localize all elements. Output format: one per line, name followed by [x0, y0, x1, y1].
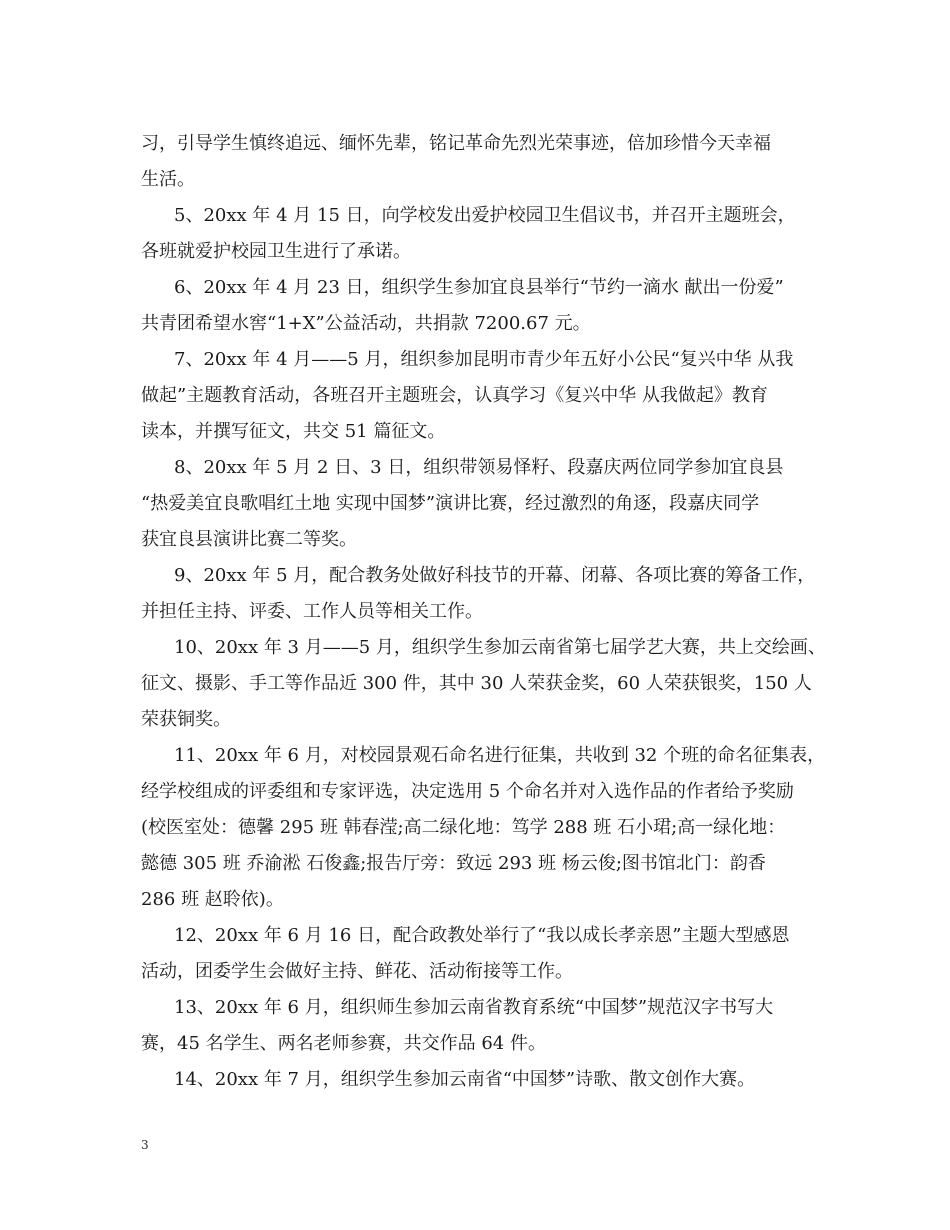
text-line: 做起”主题教育活动，各班召开主题班会，认真学习《复兴中华 从我做起》教育 — [141, 385, 768, 406]
text-line: 10、20xx 年 3 月——5 月，组织学生参加云南省第七届学艺大赛，共上交绘画、 — [174, 637, 826, 658]
paragraph-item-13 — [141, 990, 831, 1062]
text-line: 14、20xx 年 7 月，组织学生参加云南省“中国梦”诗歌、散文创作大赛。 — [174, 1069, 756, 1090]
paragraph-item-11 — [141, 738, 831, 918]
text-line: 共青团希望水窖“1+X”公益活动，共捐款 7200.67 元。 — [141, 313, 591, 334]
text-line: 荣获铜奖。 — [141, 709, 231, 730]
paragraph-item-10 — [141, 630, 831, 738]
paragraph-continuation — [141, 126, 831, 198]
text-line: 习，引导学生慎终追远、缅怀先辈，铭记革命先烈光荣事迹，倍加珍惜今天幸福 — [141, 133, 771, 154]
paragraph-item-14 — [141, 1062, 831, 1098]
text-line: 赛，45 名学生、两名老师参赛，共交作品 64 件。 — [141, 1033, 546, 1054]
text-line: 获宜良县演讲比赛二等奖。 — [141, 529, 357, 550]
text-line: 11、20xx 年 6 月，对校园景观石命名进行征集，共收到 32 个班的命名征集表， — [174, 745, 826, 766]
paragraph-item-6 — [141, 270, 831, 342]
paragraph-item-5 — [141, 198, 831, 270]
text-line: (校医室处：德馨 295 班 韩春滢;高二绿化地：笃学 288 班 石小珺;高一绿化地： — [141, 817, 786, 838]
paragraph-item-12 — [141, 918, 831, 990]
text-line: 286 班 赵聆依)。 — [141, 889, 284, 910]
text-line: 读本，并撰写征文，共交 51 篇征文。 — [141, 421, 446, 442]
paragraph-item-8 — [141, 450, 831, 558]
paragraph-item-9 — [141, 558, 831, 630]
text-line: “热爱美宜良歌唱红土地 实现中国梦”演讲比赛，经过激烈的角逐，段嘉庆同学 — [141, 493, 760, 514]
text-line: 12、20xx 年 6 月 16 日，配合政教处举行了“我以成长孝亲恩”主题大型感恩 — [174, 925, 790, 946]
text-line: 各班就爱护校园卫生进行了承诺。 — [141, 241, 411, 262]
text-line: 经学校组成的评委组和专家评选，决定选用 5 个命名并对入选作品的作者给予奖励 — [141, 781, 794, 802]
text-line: 7、20xx 年 4 月——5 月，组织参加昆明市青少年五好小公民“复兴中华 从我 — [174, 349, 794, 370]
text-line: 生活。 — [141, 169, 195, 190]
text-line: 6、20xx 年 4 月 23 日，组织学生参加宜良县举行“节约一滴水 献出一份爱” — [174, 277, 784, 298]
text-line: 并担任主持、评委、工作人员等相关工作。 — [141, 601, 483, 622]
document-body — [141, 126, 831, 1098]
page-number: 3 — [141, 1138, 149, 1152]
paragraph-item-7 — [141, 342, 831, 450]
text-line: 懿德 305 班 乔渝淞 石俊鑫;报告厅旁：致远 293 班 杨云俊;图书馆北门：韵香 — [141, 853, 766, 874]
text-line: 13、20xx 年 6 月，组织师生参加云南省教育系统“中国梦”规范汉字书写大 — [174, 997, 774, 1018]
text-line: 9、20xx 年 5 月，配合教务处做好科技节的开幕、闭幕、各项比赛的筹备工作， — [174, 565, 816, 586]
text-line: 8、20xx 年 5 月 2 日、3 日，组织带领易怿籽、段嘉庆两位同学参加宜良县 — [174, 457, 784, 478]
text-line: 征文、摄影、手工等作品近 300 件，其中 30 人荣获金奖，60 人荣获银奖，150 人 — [141, 673, 812, 694]
text-line: 活动，团委学生会做好主持、鲜花、活动衔接等工作。 — [141, 961, 573, 982]
text-line: 5、20xx 年 4 月 15 日，向学校发出爱护校园卫生倡议书，并召开主题班会， — [174, 205, 796, 226]
